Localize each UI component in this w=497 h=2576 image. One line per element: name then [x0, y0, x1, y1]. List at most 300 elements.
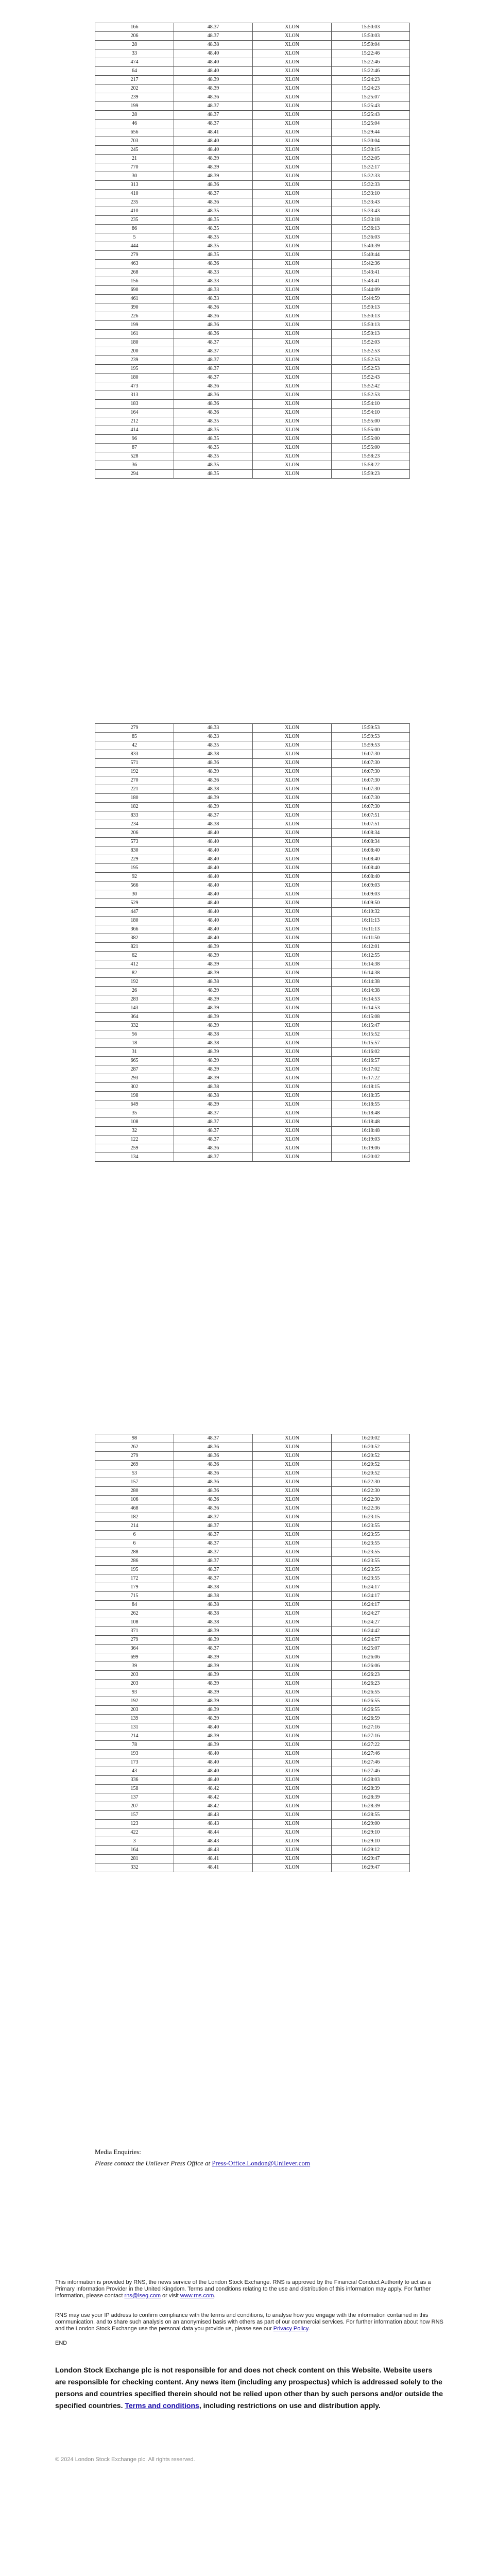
table-row: [95, 1820, 410, 1828]
price-cell: 48.39: [174, 1074, 253, 1083]
privacy-policy-link[interactable]: Privacy Policy: [273, 2326, 309, 2332]
venue-cell: XLON: [253, 452, 332, 461]
venue-cell: XLON: [253, 1557, 332, 1566]
venue-cell: XLON: [253, 1776, 332, 1785]
time-cell: 16:24:17: [332, 1583, 410, 1592]
table-row: [95, 155, 410, 163]
time-cell: 15:33:10: [332, 190, 410, 198]
price-cell: 48.38: [174, 1618, 253, 1627]
venue-cell: XLON: [253, 1828, 332, 1837]
price-cell: 48.37: [174, 1574, 253, 1583]
rns-website-link[interactable]: www.rns.com: [180, 2293, 214, 2299]
time-cell: 15:52:43: [332, 374, 410, 382]
table-row: [95, 417, 410, 426]
venue-cell: XLON: [253, 155, 332, 163]
time-cell: 16:29:12: [332, 1846, 410, 1855]
venue-cell: XLON: [253, 724, 332, 733]
time-cell: 16:18:48: [332, 1109, 410, 1118]
volume-cell: 158: [95, 1785, 174, 1793]
price-cell: 48.39: [174, 172, 253, 181]
table-row: [95, 1496, 410, 1504]
volume-cell: 422: [95, 1828, 174, 1837]
price-cell: 48.39: [174, 1636, 253, 1645]
venue-cell: XLON: [253, 303, 332, 312]
time-cell: 16:16:57: [332, 1057, 410, 1065]
volume-cell: 180: [95, 917, 174, 925]
end-marker: END: [55, 2340, 67, 2346]
time-cell: 16:20:52: [332, 1452, 410, 1461]
venue-cell: XLON: [253, 1863, 332, 1872]
venue-cell: XLON: [253, 1022, 332, 1030]
volume-cell: 85: [95, 733, 174, 741]
volume-cell: 180: [95, 374, 174, 382]
volume-cell: 656: [95, 128, 174, 137]
table-row: [95, 181, 410, 190]
table-row: [95, 128, 410, 137]
price-cell: 48.39: [174, 768, 253, 776]
table-row: [95, 750, 410, 759]
table-row: [95, 890, 410, 899]
price-cell: 48.40: [174, 908, 253, 917]
price-cell: 48.39: [174, 1100, 253, 1109]
price-cell: 48.43: [174, 1820, 253, 1828]
venue-cell: XLON: [253, 829, 332, 838]
volume-cell: 332: [95, 1022, 174, 1030]
table-row: [95, 216, 410, 225]
volume-cell: 313: [95, 391, 174, 400]
price-cell: 48.33: [174, 286, 253, 295]
table-row: [95, 1802, 410, 1811]
venue-cell: XLON: [253, 163, 332, 172]
price-cell: 48.36: [174, 260, 253, 268]
table-row: [95, 277, 410, 286]
volume-cell: 137: [95, 1793, 174, 1802]
table-row: [95, 1557, 410, 1566]
table-row: [95, 391, 410, 400]
volume-cell: 288: [95, 1548, 174, 1557]
volume-cell: 6: [95, 1539, 174, 1548]
venue-cell: XLON: [253, 1671, 332, 1680]
price-cell: 48.38: [174, 1592, 253, 1601]
time-cell: 16:24:42: [332, 1627, 410, 1636]
price-cell: 48.43: [174, 1846, 253, 1855]
volume-cell: 269: [95, 1461, 174, 1469]
volume-cell: 21: [95, 155, 174, 163]
volume-cell: 566: [95, 882, 174, 890]
time-cell: 16:15:47: [332, 1022, 410, 1030]
table-row: [95, 365, 410, 374]
volume-cell: 279: [95, 724, 174, 733]
table-row: [95, 295, 410, 303]
time-cell: 16:22:30: [332, 1478, 410, 1487]
venue-cell: XLON: [253, 873, 332, 882]
table-row: [95, 1065, 410, 1074]
price-cell: 48.40: [174, 49, 253, 58]
transactions-table-2: [95, 723, 410, 1162]
time-cell: 15:30:04: [332, 137, 410, 146]
time-cell: 16:14:53: [332, 1004, 410, 1013]
volume-cell: 82: [95, 969, 174, 978]
table-row: [95, 1083, 410, 1092]
time-cell: 16:08:40: [332, 864, 410, 873]
table-row: [95, 820, 410, 829]
table-row: [95, 724, 410, 733]
press-office-email-link[interactable]: Press-Office.London@Unilever.com: [212, 2159, 311, 2167]
price-cell: 48.38: [174, 1092, 253, 1100]
venue-cell: XLON: [253, 1513, 332, 1522]
time-cell: 15:22:46: [332, 49, 410, 58]
time-cell: 16:28:03: [332, 1776, 410, 1785]
table-row: [95, 58, 410, 67]
volume-cell: 239: [95, 356, 174, 365]
time-cell: 15:59:53: [332, 724, 410, 733]
volume-cell: 214: [95, 1732, 174, 1741]
table-row: [95, 1609, 410, 1618]
time-cell: 16:23:55: [332, 1548, 410, 1557]
time-cell: 16:12:01: [332, 943, 410, 952]
table-row: [95, 1583, 410, 1592]
time-cell: 15:55:00: [332, 426, 410, 435]
volume-cell: 166: [95, 23, 174, 32]
table-row: [95, 470, 410, 479]
time-cell: 16:20:52: [332, 1443, 410, 1452]
volume-cell: 32: [95, 1127, 174, 1136]
volume-cell: 62: [95, 952, 174, 960]
venue-cell: XLON: [253, 374, 332, 382]
volume-cell: 30: [95, 172, 174, 181]
price-cell: 48.40: [174, 67, 253, 76]
table-row: [95, 242, 410, 251]
table-row: [95, 908, 410, 917]
volume-cell: 573: [95, 838, 174, 846]
venue-cell: XLON: [253, 1723, 332, 1732]
venue-cell: XLON: [253, 295, 332, 303]
price-cell: 48.35: [174, 452, 253, 461]
time-cell: 16:11:50: [332, 934, 410, 943]
time-cell: 16:20:52: [332, 1469, 410, 1478]
volume-cell: 3: [95, 1837, 174, 1846]
venue-cell: XLON: [253, 1013, 332, 1022]
venue-cell: XLON: [253, 321, 332, 330]
volume-cell: 131: [95, 1723, 174, 1732]
table-row: [95, 338, 410, 347]
table-row: [95, 1715, 410, 1723]
price-cell: 48.36: [174, 1504, 253, 1513]
price-cell: 48.36: [174, 1469, 253, 1478]
venue-cell: XLON: [253, 391, 332, 400]
table-row: [95, 846, 410, 855]
time-cell: 15:54:10: [332, 409, 410, 417]
time-cell: 16:08:40: [332, 873, 410, 882]
price-cell: 48.35: [174, 417, 253, 426]
venue-cell: XLON: [253, 917, 332, 925]
table-row: [95, 1645, 410, 1653]
table-row: [95, 1092, 410, 1100]
table-row: [95, 1741, 410, 1750]
table-row: [95, 1636, 410, 1645]
table-row: [95, 873, 410, 882]
volume-cell: 279: [95, 1636, 174, 1645]
volume-cell: 106: [95, 1496, 174, 1504]
price-cell: 48.37: [174, 102, 253, 111]
table-row: [95, 829, 410, 838]
time-cell: 16:26:55: [332, 1706, 410, 1715]
price-cell: 48.39: [174, 1741, 253, 1750]
time-cell: 15:22:46: [332, 67, 410, 76]
time-cell: 16:27:46: [332, 1758, 410, 1767]
price-cell: 48.40: [174, 873, 253, 882]
time-cell: 16:26:23: [332, 1680, 410, 1688]
table-row: [95, 207, 410, 216]
table-row: [95, 925, 410, 934]
volume-cell: 245: [95, 146, 174, 155]
price-cell: 48.36: [174, 1452, 253, 1461]
venue-cell: XLON: [253, 198, 332, 207]
volume-cell: 122: [95, 1136, 174, 1144]
volume-cell: 571: [95, 759, 174, 768]
venue-cell: XLON: [253, 925, 332, 934]
venue-cell: XLON: [253, 934, 332, 943]
price-cell: 48.39: [174, 76, 253, 84]
volume-cell: 235: [95, 198, 174, 207]
price-cell: 48.39: [174, 1048, 253, 1057]
time-cell: 15:30:15: [332, 146, 410, 155]
venue-cell: XLON: [253, 1697, 332, 1706]
table-row: [95, 1434, 410, 1443]
time-cell: 15:22:46: [332, 58, 410, 67]
volume-cell: 410: [95, 190, 174, 198]
price-cell: 48.36: [174, 312, 253, 321]
price-cell: 48.41: [174, 1863, 253, 1872]
volume-cell: 390: [95, 303, 174, 312]
volume-cell: 444: [95, 242, 174, 251]
table-row: [95, 1697, 410, 1706]
volume-cell: 56: [95, 1030, 174, 1039]
time-cell: 16:24:17: [332, 1601, 410, 1609]
volume-cell: 410: [95, 207, 174, 216]
volume-cell: 217: [95, 76, 174, 84]
volume-cell: 5: [95, 233, 174, 242]
price-cell: 48.36: [174, 1487, 253, 1496]
volume-cell: 364: [95, 1013, 174, 1022]
lse-notice: [55, 2364, 445, 2412]
venue-cell: XLON: [253, 120, 332, 128]
venue-cell: XLON: [253, 1618, 332, 1627]
price-cell: 48.37: [174, 120, 253, 128]
table-row: [95, 1136, 410, 1144]
price-cell: 48.38: [174, 978, 253, 987]
volume-cell: 33: [95, 49, 174, 58]
table-row: [95, 1153, 410, 1162]
time-cell: 16:19:03: [332, 1136, 410, 1144]
table-row: [95, 303, 410, 312]
price-cell: 48.40: [174, 925, 253, 934]
price-cell: 48.39: [174, 1697, 253, 1706]
price-cell: 48.39: [174, 1065, 253, 1074]
time-cell: 16:08:40: [332, 846, 410, 855]
venue-cell: XLON: [253, 768, 332, 776]
time-cell: 15:52:42: [332, 382, 410, 391]
volume-cell: 157: [95, 1478, 174, 1487]
table-row: [95, 190, 410, 198]
volume-cell: 221: [95, 785, 174, 794]
table-row: [95, 978, 410, 987]
volume-cell: 53: [95, 1469, 174, 1478]
price-cell: 48.40: [174, 864, 253, 873]
time-cell: 16:23:55: [332, 1539, 410, 1548]
time-cell: 16:23:15: [332, 1513, 410, 1522]
volume-cell: 6: [95, 1531, 174, 1539]
time-cell: 16:07:51: [332, 820, 410, 829]
table-row: [95, 1004, 410, 1013]
volume-cell: 64: [95, 67, 174, 76]
venue-cell: XLON: [253, 1109, 332, 1118]
table-row: [95, 1732, 410, 1741]
venue-cell: XLON: [253, 1653, 332, 1662]
media-contact-text: Please contact the Unilever Press Office at: [95, 2159, 212, 2167]
lse-notice-text: , including restrictions on use and distribution apply.: [199, 2401, 381, 2410]
volume-cell: 336: [95, 1776, 174, 1785]
price-cell: 48.37: [174, 111, 253, 120]
time-cell: 16:15:52: [332, 1030, 410, 1039]
table-row: [95, 1504, 410, 1513]
time-cell: 16:07:30: [332, 785, 410, 794]
rns-email-link[interactable]: rns@lseg.com: [124, 2293, 161, 2299]
price-cell: 48.36: [174, 303, 253, 312]
time-cell: 15:36:03: [332, 233, 410, 242]
price-cell: 48.33: [174, 724, 253, 733]
table-row: [95, 995, 410, 1004]
time-cell: 16:25:07: [332, 1645, 410, 1653]
volume-cell: 46: [95, 120, 174, 128]
time-cell: 16:28:39: [332, 1785, 410, 1793]
price-cell: 48.39: [174, 1627, 253, 1636]
volume-cell: 156: [95, 277, 174, 286]
table-row: [95, 1680, 410, 1688]
volume-cell: 93: [95, 1688, 174, 1697]
venue-cell: XLON: [253, 268, 332, 277]
time-cell: 16:23:55: [332, 1531, 410, 1539]
table-row: [95, 452, 410, 461]
time-cell: 15:40:39: [332, 242, 410, 251]
price-cell: 48.36: [174, 321, 253, 330]
price-cell: 48.39: [174, 1004, 253, 1013]
venue-cell: XLON: [253, 785, 332, 794]
time-cell: 15:50:04: [332, 41, 410, 49]
price-cell: 48.35: [174, 435, 253, 444]
price-cell: 48.37: [174, 1513, 253, 1522]
venue-cell: XLON: [253, 1583, 332, 1592]
price-cell: 48.40: [174, 829, 253, 838]
venue-cell: XLON: [253, 1680, 332, 1688]
disclaimer-text: This information is provided by RNS, the news service of the London Stock Exchange. RNS is approved by the Financial Conduct Authority to act as a Primary Information Provider in the United Kingdom. Terms and conditions relating to the use and distribution of this information may apply. For further information, please contact: [55, 2279, 431, 2299]
time-cell: 16:28:39: [332, 1802, 410, 1811]
time-cell: 15:43:41: [332, 277, 410, 286]
table-row: [95, 1750, 410, 1758]
time-cell: 16:16:02: [332, 1048, 410, 1057]
time-cell: 16:29:47: [332, 1863, 410, 1872]
venue-cell: XLON: [253, 1531, 332, 1539]
venue-cell: XLON: [253, 76, 332, 84]
time-cell: 15:55:00: [332, 417, 410, 426]
table-row: [95, 934, 410, 943]
time-cell: 16:23:55: [332, 1566, 410, 1574]
time-cell: 15:59:53: [332, 741, 410, 750]
time-cell: 15:24:23: [332, 84, 410, 93]
volume-cell: 332: [95, 1863, 174, 1872]
table-body: [95, 1434, 410, 1872]
time-cell: 16:22:30: [332, 1496, 410, 1504]
time-cell: 15:52:53: [332, 391, 410, 400]
time-cell: 16:18:35: [332, 1092, 410, 1100]
time-cell: 16:07:51: [332, 811, 410, 820]
volume-cell: 179: [95, 1583, 174, 1592]
time-cell: 16:27:22: [332, 1741, 410, 1750]
price-cell: 48.37: [174, 356, 253, 365]
time-cell: 15:55:00: [332, 444, 410, 452]
price-cell: 48.40: [174, 1767, 253, 1776]
time-cell: 15:58:23: [332, 452, 410, 461]
venue-cell: XLON: [253, 1732, 332, 1741]
venue-cell: XLON: [253, 417, 332, 426]
venue-cell: XLON: [253, 846, 332, 855]
volume-cell: 157: [95, 1811, 174, 1820]
venue-cell: XLON: [253, 776, 332, 785]
price-cell: 48.40: [174, 1750, 253, 1758]
table-row: [95, 330, 410, 338]
volume-cell: 98: [95, 1434, 174, 1443]
time-cell: 16:26:06: [332, 1662, 410, 1671]
price-cell: 48.39: [174, 794, 253, 803]
price-cell: 48.39: [174, 163, 253, 172]
venue-cell: XLON: [253, 1627, 332, 1636]
venue-cell: XLON: [253, 102, 332, 111]
table-row: [95, 1767, 410, 1776]
price-cell: 48.37: [174, 1548, 253, 1557]
table-row: [95, 1601, 410, 1609]
time-cell: 15:36:13: [332, 225, 410, 233]
table-row: [95, 76, 410, 84]
volume-cell: 78: [95, 1741, 174, 1750]
time-cell: 15:24:23: [332, 76, 410, 84]
volume-cell: 286: [95, 1557, 174, 1566]
terms-and-conditions-link[interactable]: Terms and conditions: [125, 2401, 199, 2410]
venue-cell: XLON: [253, 1539, 332, 1548]
venue-cell: XLON: [253, 1469, 332, 1478]
price-cell: 48.35: [174, 216, 253, 225]
volume-cell: 31: [95, 1048, 174, 1057]
price-cell: 48.40: [174, 838, 253, 846]
price-cell: 48.39: [174, 1680, 253, 1688]
table-row: [95, 1100, 410, 1109]
price-cell: 48.43: [174, 1837, 253, 1846]
table-row: [95, 233, 410, 242]
time-cell: 16:24:57: [332, 1636, 410, 1645]
price-cell: 48.38: [174, 785, 253, 794]
price-cell: 48.37: [174, 338, 253, 347]
table-row: [95, 426, 410, 435]
venue-cell: XLON: [253, 111, 332, 120]
time-cell: 15:50:13: [332, 303, 410, 312]
table-row: [95, 1127, 410, 1136]
price-cell: 48.39: [174, 1715, 253, 1723]
time-cell: 16:18:48: [332, 1118, 410, 1127]
table-row: [95, 347, 410, 356]
venue-cell: XLON: [253, 1496, 332, 1504]
time-cell: 16:10:32: [332, 908, 410, 917]
venue-cell: XLON: [253, 1487, 332, 1496]
venue-cell: XLON: [253, 890, 332, 899]
